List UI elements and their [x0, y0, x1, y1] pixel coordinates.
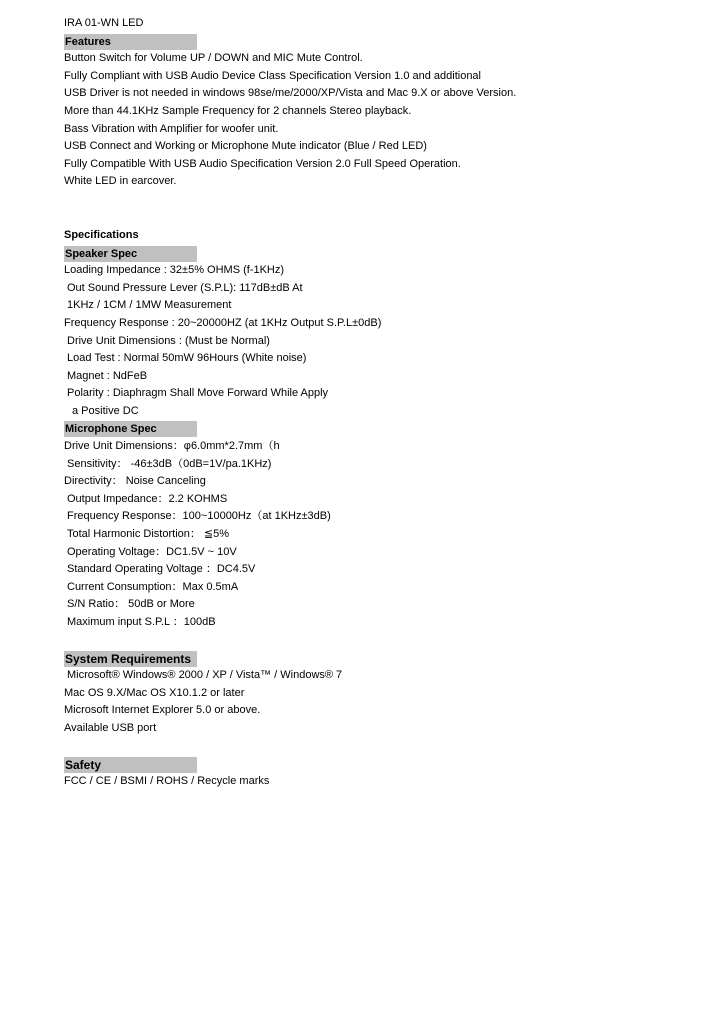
spacer — [64, 191, 704, 209]
microphone-section-header — [64, 420, 704, 438]
speaker-spec-item: Magnet : NdFeB — [67, 369, 148, 382]
feature-item: Fully Compliant with USB Audio Device Class Specification Version 1.0 and additional — [64, 69, 481, 82]
speaker-spec-header: Speaker Spec — [64, 246, 197, 262]
safety-header: Safety — [64, 757, 197, 773]
speaker-spec-list — [64, 262, 704, 420]
safety-item: FCC / CE / BSMI / ROHS / Recycle marks — [64, 775, 270, 788]
specifications-heading: Specifications — [64, 228, 139, 241]
microphone-spec-item: Output Impedance：2.2 KOHMS — [67, 492, 228, 505]
system-requirement-item: Available USB port — [64, 721, 157, 734]
speaker-spec-item: Out Sound Pressure Lever (S.P.L): 117dB±dB At — [67, 281, 303, 294]
microphone-spec-item: Frequency Response：100~10000Hz（at 1KHz±3dB) — [67, 510, 331, 523]
microphone-spec-item: S/N Ratio： 50dB or More — [67, 598, 195, 611]
microphone-spec-item: Maximum input S.P.L ：100dB — [67, 616, 216, 628]
spacer — [64, 209, 704, 227]
microphone-spec-item: Drive Unit Dimensions：φ6.0mm*2.7mm（h — [64, 440, 280, 453]
feature-item: USB Driver is not needed in windows 98se/me/2000/XP/Vista and Mac 9.X or above Version. — [64, 87, 517, 100]
product-title: IRA 01-WN LED — [64, 17, 144, 29]
speaker-spec-item: Loading Impedance : 32±5% OHMS (f-1KHz) — [64, 264, 285, 277]
system-requirement-item: Mac OS 9.X/Mac OS X10.1.2 or later — [64, 686, 245, 699]
features-header: Features — [64, 34, 197, 50]
microphone-spec-list — [64, 438, 704, 632]
features-list — [64, 50, 704, 191]
microphone-spec-item: Standard Operating Voltage ：DC4.5V — [67, 563, 256, 576]
features-section-header — [64, 33, 704, 51]
microphone-spec-item: Sensitivity： -46±3dB（0dB=1V/pa.1KHz) — [67, 457, 272, 470]
microphone-spec-item: Total Harmonic Distortion： ≦5% — [67, 528, 230, 541]
spacer — [64, 632, 704, 650]
speaker-section-header — [64, 245, 704, 263]
system-requirements-section-header — [64, 650, 704, 668]
document-page — [64, 15, 704, 791]
speaker-spec-item: Drive Unit Dimensions : (Must be Normal) — [67, 334, 270, 347]
safety-section-header — [64, 756, 704, 774]
spacer — [64, 738, 704, 756]
system-requirements-list — [64, 667, 704, 737]
system-requirement-item: Microsoft® Windows® 2000 / XP / Vista™ / Windows® 7 — [67, 669, 343, 682]
microphone-spec-item: Operating Voltage：DC1.5V ~ 10V — [67, 545, 237, 558]
feature-item: Bass Vibration with Amplifier for woofer unit. — [64, 122, 279, 135]
speaker-spec-item: Frequency Response : 20~20000HZ (at 1KHz Output S.P.L±0dB) — [64, 316, 382, 329]
microphone-spec-item: Current Consumption：Max 0.5mA — [67, 580, 239, 593]
speaker-spec-item: Load Test : Normal 50mW 96Hours (White noise) — [67, 352, 307, 365]
feature-item: White LED in earcover. — [64, 175, 177, 188]
safety-list — [64, 773, 704, 791]
microphone-spec-item: Directivity： Noise Canceling — [64, 475, 206, 488]
feature-item: USB Connect and Working or Microphone Mute indicator (Blue / Red LED) — [64, 140, 427, 153]
speaker-spec-item: Polarity : Diaphragm Shall Move Forward While Apply — [67, 387, 329, 400]
system-requirement-item: Microsoft Internet Explorer 5.0 or above. — [64, 704, 261, 717]
feature-item: Button Switch for Volume UP / DOWN and MIC Mute Control. — [64, 52, 363, 65]
speaker-spec-item: a Positive DC — [72, 404, 139, 417]
speaker-spec-item: 1KHz / 1CM / 1MW Measurement — [67, 299, 232, 312]
system-requirements-header: System Requirements — [64, 651, 197, 667]
microphone-spec-header: Microphone Spec — [64, 421, 197, 437]
feature-item: Fully Compatible With USB Audio Specification Version 2.0 Full Speed Operation. — [64, 157, 461, 170]
feature-item: More than 44.1KHz Sample Frequency for 2 channels Stereo playback. — [64, 104, 412, 117]
